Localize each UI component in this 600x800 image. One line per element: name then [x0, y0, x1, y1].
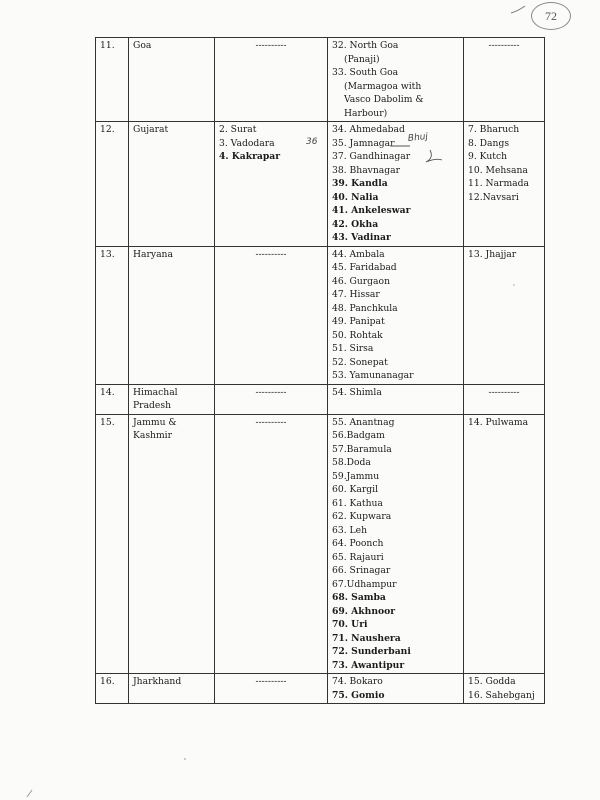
class2-city: (Panaji): [344, 53, 380, 65]
class3-cell: [464, 384, 545, 414]
class2-city: 47. Hissar: [332, 289, 380, 300]
class2-city: 54. Shimla: [332, 386, 382, 398]
class3-cell: [464, 38, 545, 122]
state-name: Gujarat: [133, 124, 169, 135]
class2-city: 73. Awantipur: [332, 659, 405, 671]
class2-city: 56.Badgam: [332, 430, 385, 441]
class3-district: 13. Jhajjar: [468, 248, 517, 260]
class2-city: 68. Samba: [332, 592, 386, 603]
class3-district: 10. Mehsana: [468, 164, 528, 176]
class1-city: 3. Vadodara: [219, 137, 275, 149]
class2-city: 44. Ambala: [332, 248, 385, 260]
serial-number-cell: [96, 674, 129, 704]
class2-city: 57.Baramula: [332, 443, 392, 455]
table-row: [96, 38, 545, 122]
district-classification-table: [95, 37, 545, 704]
class1-cell: [215, 384, 328, 414]
serial-number: 13.: [100, 248, 115, 260]
class2-cell: [328, 414, 464, 674]
class2-city: 40. Nalia: [332, 191, 379, 203]
class2-city: 33. South Goa: [332, 67, 399, 78]
class3-district: 9. Kutch: [468, 151, 508, 162]
state-name: Goa: [133, 40, 152, 51]
class2-city: 61. Kathua: [332, 497, 383, 509]
class2-cell: [328, 246, 464, 384]
handwritten-strike-mark: [386, 136, 446, 166]
class2-city: 62. Kupwara: [332, 511, 392, 522]
state-name: Jammu &: [133, 416, 177, 428]
handwritten-number-annotation: 36: [306, 137, 318, 147]
stray-pen-mark: [25, 788, 35, 798]
class2-city: 37. Gandhinagar: [332, 151, 411, 162]
state-cell: [129, 38, 215, 122]
dash-placeholder: ----------: [488, 40, 520, 51]
class2-city: 65. Rajauri: [332, 551, 384, 563]
class3-district: 15. Godda: [468, 676, 516, 687]
table-row: [96, 384, 545, 414]
serial-number: 16.: [100, 676, 115, 687]
class2-city: 67.Udhampur: [332, 578, 397, 590]
serial-number: 12.: [100, 124, 115, 135]
paper-speck: [183, 757, 187, 761]
class2-city: 43. Vadinar: [332, 232, 391, 243]
state-name: Jharkhand: [133, 676, 182, 687]
dash-placeholder: ----------: [255, 386, 287, 398]
class2-city: 69. Akhnoor: [332, 605, 396, 617]
dash-placeholder: ----------: [488, 386, 520, 398]
class2-city: 35. Jamnagar: [332, 137, 395, 149]
class3-district: 8. Dangs: [468, 137, 510, 149]
class2-city: 39. Kandla: [332, 178, 388, 189]
class2-city: 75. Gomio: [332, 689, 385, 701]
serial-number-cell: [96, 246, 129, 384]
serial-number-cell: [96, 38, 129, 122]
class2-city: 52. Sonepat: [332, 356, 388, 368]
class2-city: 55. Anantnag: [332, 416, 395, 428]
class3-district: 7. Bharuch: [468, 124, 520, 135]
serial-number-cell: [96, 122, 129, 247]
class2-city: 60. Kargil: [332, 484, 379, 495]
class2-city: 41. Ankeleswar: [332, 205, 411, 216]
state-name: Kashmir: [133, 430, 173, 441]
table-row: [96, 246, 545, 384]
page-corner-pen-mark: [509, 0, 527, 10]
class2-city: 45. Faridabad: [332, 262, 397, 273]
class2-city: 49. Panipat: [332, 316, 385, 327]
class2-city: 53. Yamunanagar: [332, 370, 414, 381]
class2-city: 66. Srinagar: [332, 565, 391, 576]
class2-city: Vasco Dabolim &: [344, 94, 424, 105]
class2-city: 72. Sunderbani: [332, 646, 411, 657]
class1-city: 4. Kakrapar: [219, 151, 281, 162]
class2-city: 74. Bokaro: [332, 676, 383, 687]
class2-city: 50. Rohtak: [332, 329, 383, 341]
table-row: [96, 674, 545, 704]
page-number: 72: [531, 2, 571, 30]
state-cell: [129, 414, 215, 674]
class2-city: 70. Uri: [332, 619, 368, 630]
state-cell: [129, 674, 215, 704]
class3-cell: [464, 122, 545, 247]
class1-cell: [215, 38, 328, 122]
table-row: [96, 414, 545, 674]
table-row: [96, 122, 545, 247]
state-cell: [129, 122, 215, 247]
class2-city: 32. North Goa: [332, 40, 399, 51]
class3-district: 14. Pulwama: [468, 416, 529, 428]
class1-cell: [215, 414, 328, 674]
class1-city: 2. Surat: [219, 124, 257, 135]
class2-cell: [306, 122, 464, 247]
class2-city: 59.Jammu: [332, 470, 380, 482]
class1-cell: [215, 674, 328, 704]
state-cell: [129, 384, 215, 414]
class2-city: 46. Gurgaon: [332, 275, 390, 287]
class3-district: 12.Navsari: [468, 191, 519, 203]
serial-number: 15.: [100, 416, 115, 428]
dash-placeholder: ----------: [255, 676, 287, 687]
handwritten-word-annotation: Bhuj: [407, 131, 429, 145]
serial-number: 11.: [100, 40, 115, 51]
dash-placeholder: ----------: [255, 248, 287, 260]
serial-number-cell: [96, 384, 129, 414]
dash-placeholder: ----------: [255, 416, 287, 428]
state-cell: [129, 246, 215, 384]
class2-cell: [328, 674, 464, 704]
class2-city: 71. Naushera: [332, 632, 401, 644]
class3-district: 16. Sahebganj: [468, 689, 535, 701]
class2-city: Harbour): [344, 107, 388, 119]
class3-cell: [464, 674, 545, 704]
dash-placeholder: ----------: [255, 40, 287, 51]
class2-cell: [328, 384, 464, 414]
class3-cell: [464, 414, 545, 674]
class2-city: 42. Okha: [332, 218, 379, 230]
class3-cell: [464, 246, 545, 384]
class2-city: 48. Panchkula: [332, 302, 398, 314]
class3-district: 11. Narmada: [468, 178, 529, 189]
state-name: Pradesh: [133, 400, 172, 411]
class2-city: (Marmagoa with: [344, 80, 422, 92]
class2-city: 38. Bhavnagar: [332, 164, 401, 176]
serial-number-cell: [96, 414, 129, 674]
class2-cell: [328, 38, 464, 122]
paper-speck: [512, 283, 516, 287]
class1-cell: [215, 246, 328, 384]
class2-city: 34. Ahmedabad: [332, 124, 405, 135]
class2-city: 64. Poonch: [332, 538, 384, 549]
serial-number: 14.: [100, 386, 115, 398]
class2-city: 51. Sirsa: [332, 343, 374, 354]
state-name: Himachal: [133, 386, 178, 398]
class2-city: 58.Doda: [332, 457, 371, 468]
class2-city: 63. Leh: [332, 524, 367, 536]
state-name: Haryana: [133, 248, 173, 260]
